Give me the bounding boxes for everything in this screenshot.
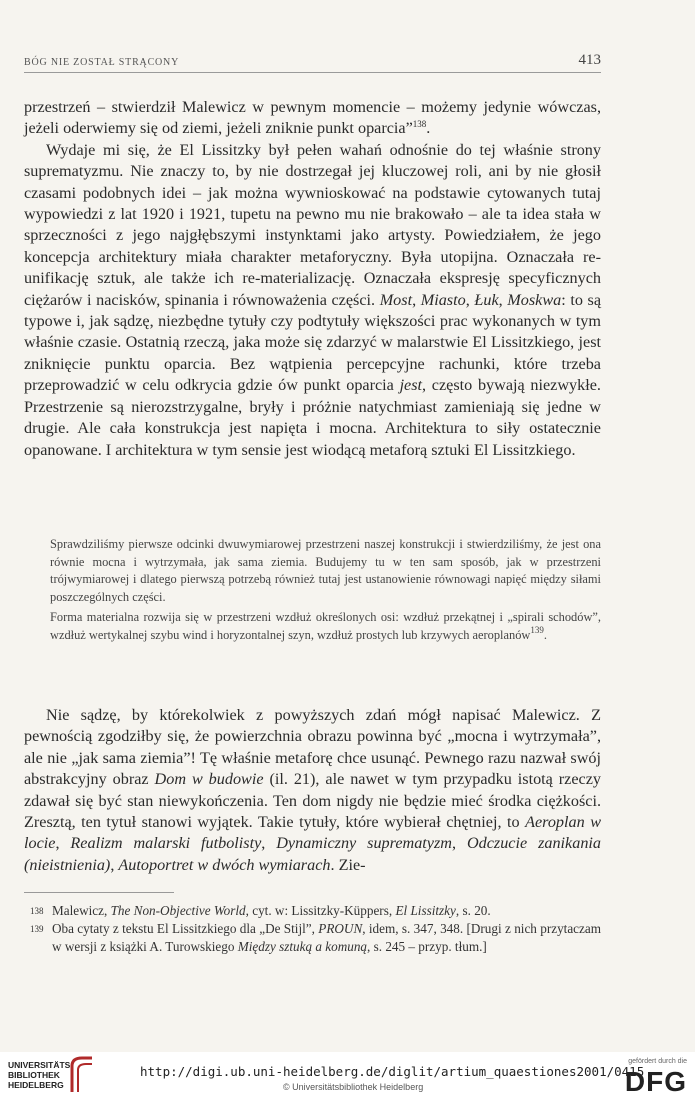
- paragraph-2-text-a: Wydaje mi się, że El Lissitzky był pełen wahań odnośnie do tej właśnie strony suprematyzmu. Nie znaczy to, by nie dostrzegał jej kluczowej roli, ani by nie głosił czasami podobnych idei – jak można wywnioskować na podstawie cytowanych tutaj wypowiedzi z lat 1920 i 1921, tupetu na pewno mu nie brakowało – ale ta idea stała w sprzeczności z jego najgłębszymi instynktami jako artysty. Powiedziałem, że jego koncepcja architektury miała charakter metaforyczny. Była utopijna. Oznaczała re-unifikację sztuk, ale także ich re-materializację. Oznaczała ekspresję specyficznych ciężarów i nacisków, spinania i równoważenia części.: [24, 140, 601, 309]
- main-text: [24, 97, 601, 461]
- footnote-title: El Lissitzky: [395, 903, 456, 918]
- footnote-divider: [24, 892, 174, 893]
- footnote-text: , s. 20.: [455, 903, 491, 918]
- separator: ,: [412, 290, 421, 309]
- paragraph-3-text-a: Nie sądzę, by którekolwiek z powyższych zdań mógł napisać Malewicz. Z pewnością zgodziłby się, że powierzchnia obrazu powinna być „mocna i wytrzymała”, ale nie „jak sama ziemia”! Tę właśnie metaforę chce usunąć. Pewnego razu nazwał swój abstrakcyjny obraz: [24, 706, 601, 789]
- page-number: 413: [578, 52, 601, 68]
- title-odczucie: Odczucie zanikania (nieistnienia): [24, 834, 602, 874]
- title-miasto: Miasto: [420, 290, 466, 309]
- footnotes: [24, 902, 601, 957]
- block-quote: [50, 536, 601, 644]
- library-logo-text: [8, 1060, 73, 1090]
- footnote-text: Oba cytaty z tekstu El Lissitzkiego dla „De Stijl”,: [52, 921, 319, 937]
- paragraph-1-tail: .: [426, 119, 431, 138]
- footnote-text: , s. 245 – przyp. tłum.]: [367, 939, 487, 955]
- footnote-title: The Non-Objective World: [110, 903, 246, 918]
- footnote-title: Między sztuką a komuną: [237, 939, 368, 955]
- main-text-continued: [24, 705, 601, 876]
- footnote-139: [30, 920, 602, 956]
- library-name-line: HEIDELBERG: [8, 1080, 64, 1090]
- title-dynamiczny: Dynamiczny suprematyzm: [276, 834, 452, 853]
- dfg-caption: gefördert durch die: [628, 1058, 687, 1065]
- title-dom-w-budowie: Dom w budowie: [154, 770, 264, 789]
- permalink-url[interactable]: http://digi.ub.uni-heidelberg.de/diglit/artium_quaestiones2001/0415: [140, 1064, 645, 1079]
- copyright-notice: © Universitätsbibliothek Heidelberg: [283, 1082, 424, 1092]
- paragraph-3: [24, 705, 601, 876]
- library-name-line: UNIVERSITÄTS-: [8, 1060, 74, 1070]
- paragraph-3-text-b: (il. 21), ale nawet w tym przypadku istotą rzeczy zdawał się być stan niewykończenia. Ten dom nigdy nie będzie mieć środka ciężkości. Zresztą, ten tytuł stanowi wyjątek. Takie tytuły, które wybierał chętniej, to: [24, 770, 602, 832]
- paragraph-2: [24, 140, 601, 461]
- paragraph-2-text-b: : to są typowe i, jak sądzę, niezbędne tytuły czy podtytuły większości prac wykonanych w tym właśnie czasie. Ostatnią rzeczą, jaka może się zdarzyć w malarstwie El Lissitzkiego, jest zniknięcie punktu oparcia. Bez wątpienia percepcyjne rachunki, które trzeba przeprowadzić w celu odkrycia gdzie ów punkt oparcia: [24, 290, 602, 395]
- footnote-ref-139[interactable]: 139: [530, 624, 544, 635]
- digitization-footer: [0, 1052, 695, 1103]
- footnote-text: , cyt. w: Lissitzky-Küppers,: [245, 903, 396, 918]
- footnote-138: [30, 902, 601, 920]
- separator: ,: [261, 834, 277, 853]
- footnote-text: , idem, s. 347, 348. [Drugi z nich przytaczam w wersji z książki A. Turowskiego: [52, 921, 602, 955]
- running-title: BÓG NIE ZOSTAŁ STRĄCONY: [24, 57, 180, 68]
- footnote-title: PROUN: [318, 921, 363, 937]
- footnote-number: 138: [30, 906, 44, 916]
- paragraph-2-text-c: , często bywają niezwykłe. Przestrzenie są nierozstrzygalne, bryły i próżnie natychmiast zamieniają się jedne w drugie. Ale cała konstrukcja jest napięta i mocna. Architektura to siły ostatecznie opanowane. I architektura w tym sensie jest wiodącą metaforą sztuki El Lissitzkiego.: [24, 376, 601, 459]
- quote-tail: .: [543, 627, 547, 642]
- quote-paragraph-2: [50, 609, 601, 644]
- title-realizm: Realizm malarski futbolisty: [70, 834, 262, 853]
- title-autoportret: Autoportret w dwóch wymiarach: [118, 855, 331, 874]
- separator: ,: [110, 855, 119, 874]
- emphasis-jest: jest: [399, 376, 423, 395]
- footnote-ref-138[interactable]: 138: [412, 119, 427, 130]
- separator: ,: [498, 290, 508, 309]
- separator: ,: [465, 290, 475, 309]
- paragraph-1-text: przestrzeń – stwierdził Malewicz w pewnym momencie – możemy jedynie wówczas, jeżeli oderwiemy się od ziemi, jeżeli zniknie punkt oparcia”: [24, 98, 601, 138]
- separator: ,: [451, 834, 467, 853]
- page-header: [24, 52, 601, 73]
- paragraph-1: [24, 97, 601, 140]
- title-most: Most: [379, 290, 413, 309]
- dfg-logo: DFG: [624, 1066, 687, 1097]
- title-aeroplan: Aeroplan w locie: [24, 813, 601, 853]
- library-logo-icon: [68, 1056, 94, 1094]
- separator: ,: [55, 834, 71, 853]
- quote-paragraph-1: Sprawdziliśmy pierwsze odcinki dwuwymiarowej przestrzeni naszej konstrukcji i stwierdziliśmy, że jest ona równie mocna i wytrzymała, jak sama ziemia. Budujemy tu w ten sam sposób, jak w przestrzeni trójwymiarowej i dlatego pierwszą potrzebą również tutaj jest ustanowienie równowagi napięć między siłami poszczególnych części.: [50, 537, 601, 605]
- paragraph-3-text-c: . Zie-: [330, 855, 366, 874]
- title-luk: Łuk: [474, 290, 499, 309]
- footnote-text: Malewicz,: [52, 903, 111, 918]
- footnote-number: 139: [30, 924, 44, 935]
- library-name-line: BIBLIOTHEK: [8, 1070, 60, 1080]
- title-moskwa: Moskwa: [507, 290, 562, 309]
- quote-paragraph-2-text: Forma materialna rozwija się w przestrzeni wzdłuż określonych osi: wzdłuż przekątnej i „spirali schodów”, wzdłuż wertykalnej szybu wind i horyzontalnej szyn, wzdłuż prostych lub krzywych aeroplanów: [50, 609, 601, 642]
